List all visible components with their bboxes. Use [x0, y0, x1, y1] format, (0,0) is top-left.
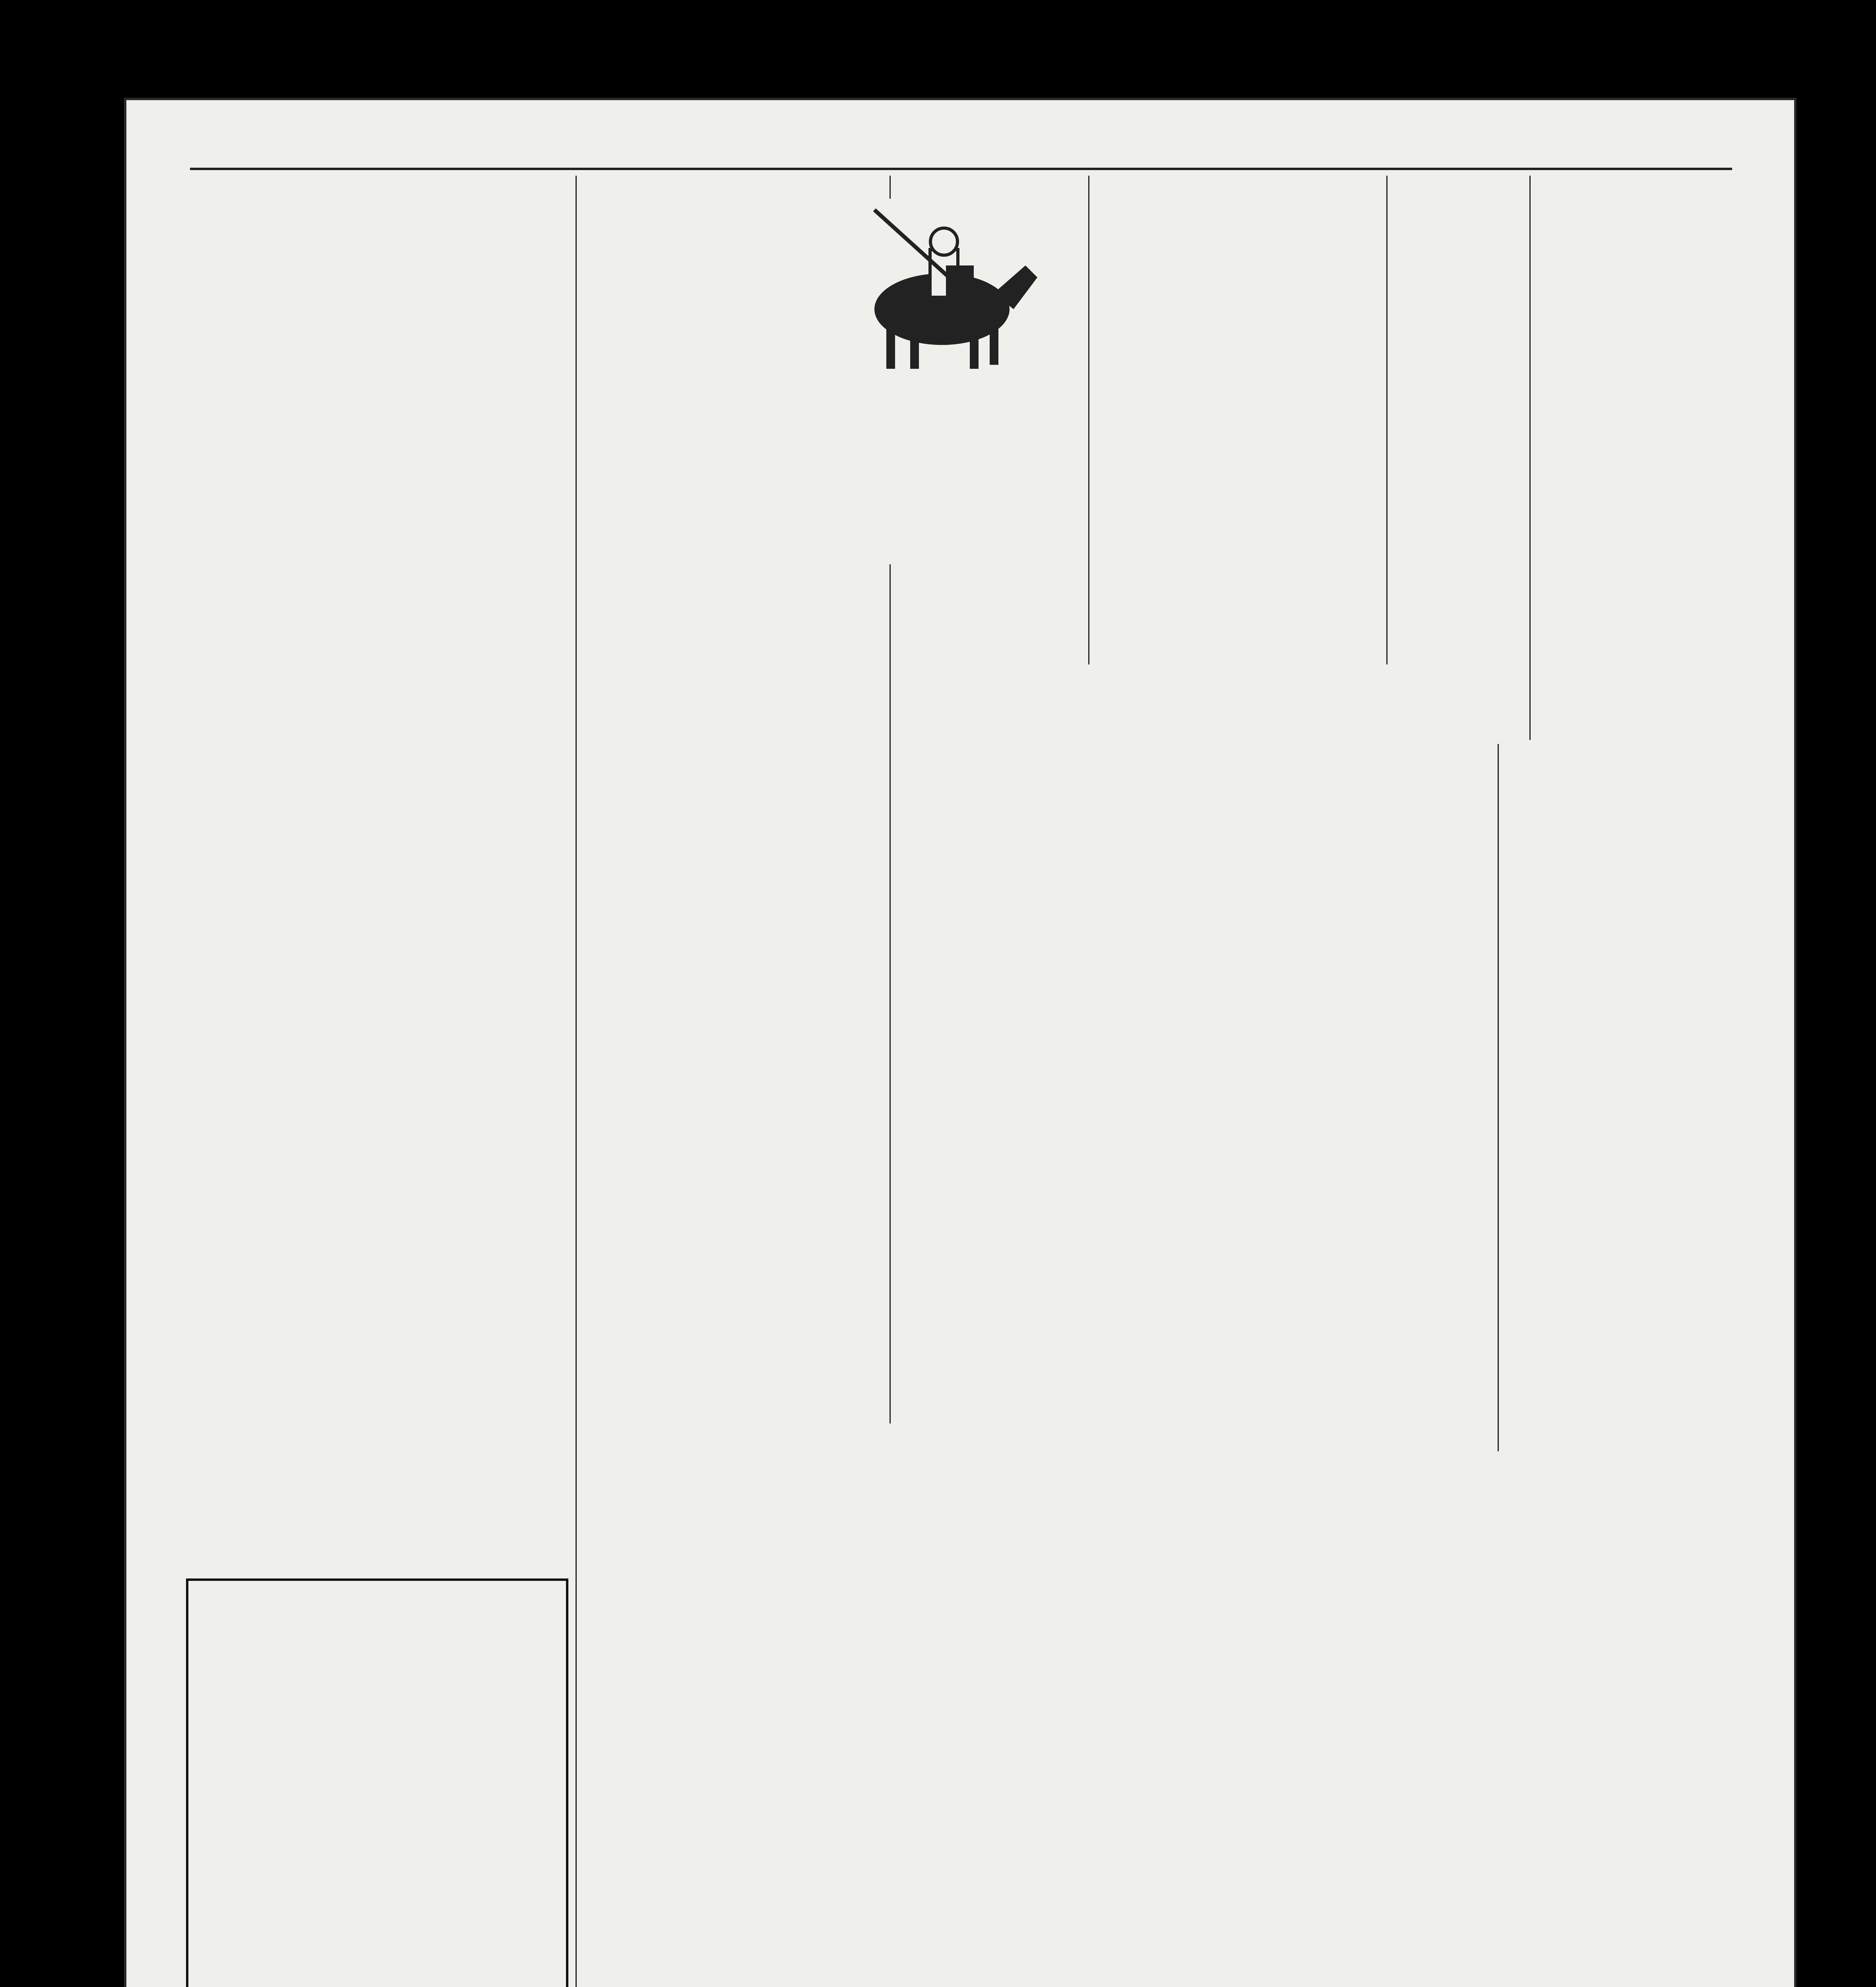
knight-on-horse-illustration	[827, 206, 1053, 373]
pilsner-beer-ad	[827, 199, 1053, 564]
